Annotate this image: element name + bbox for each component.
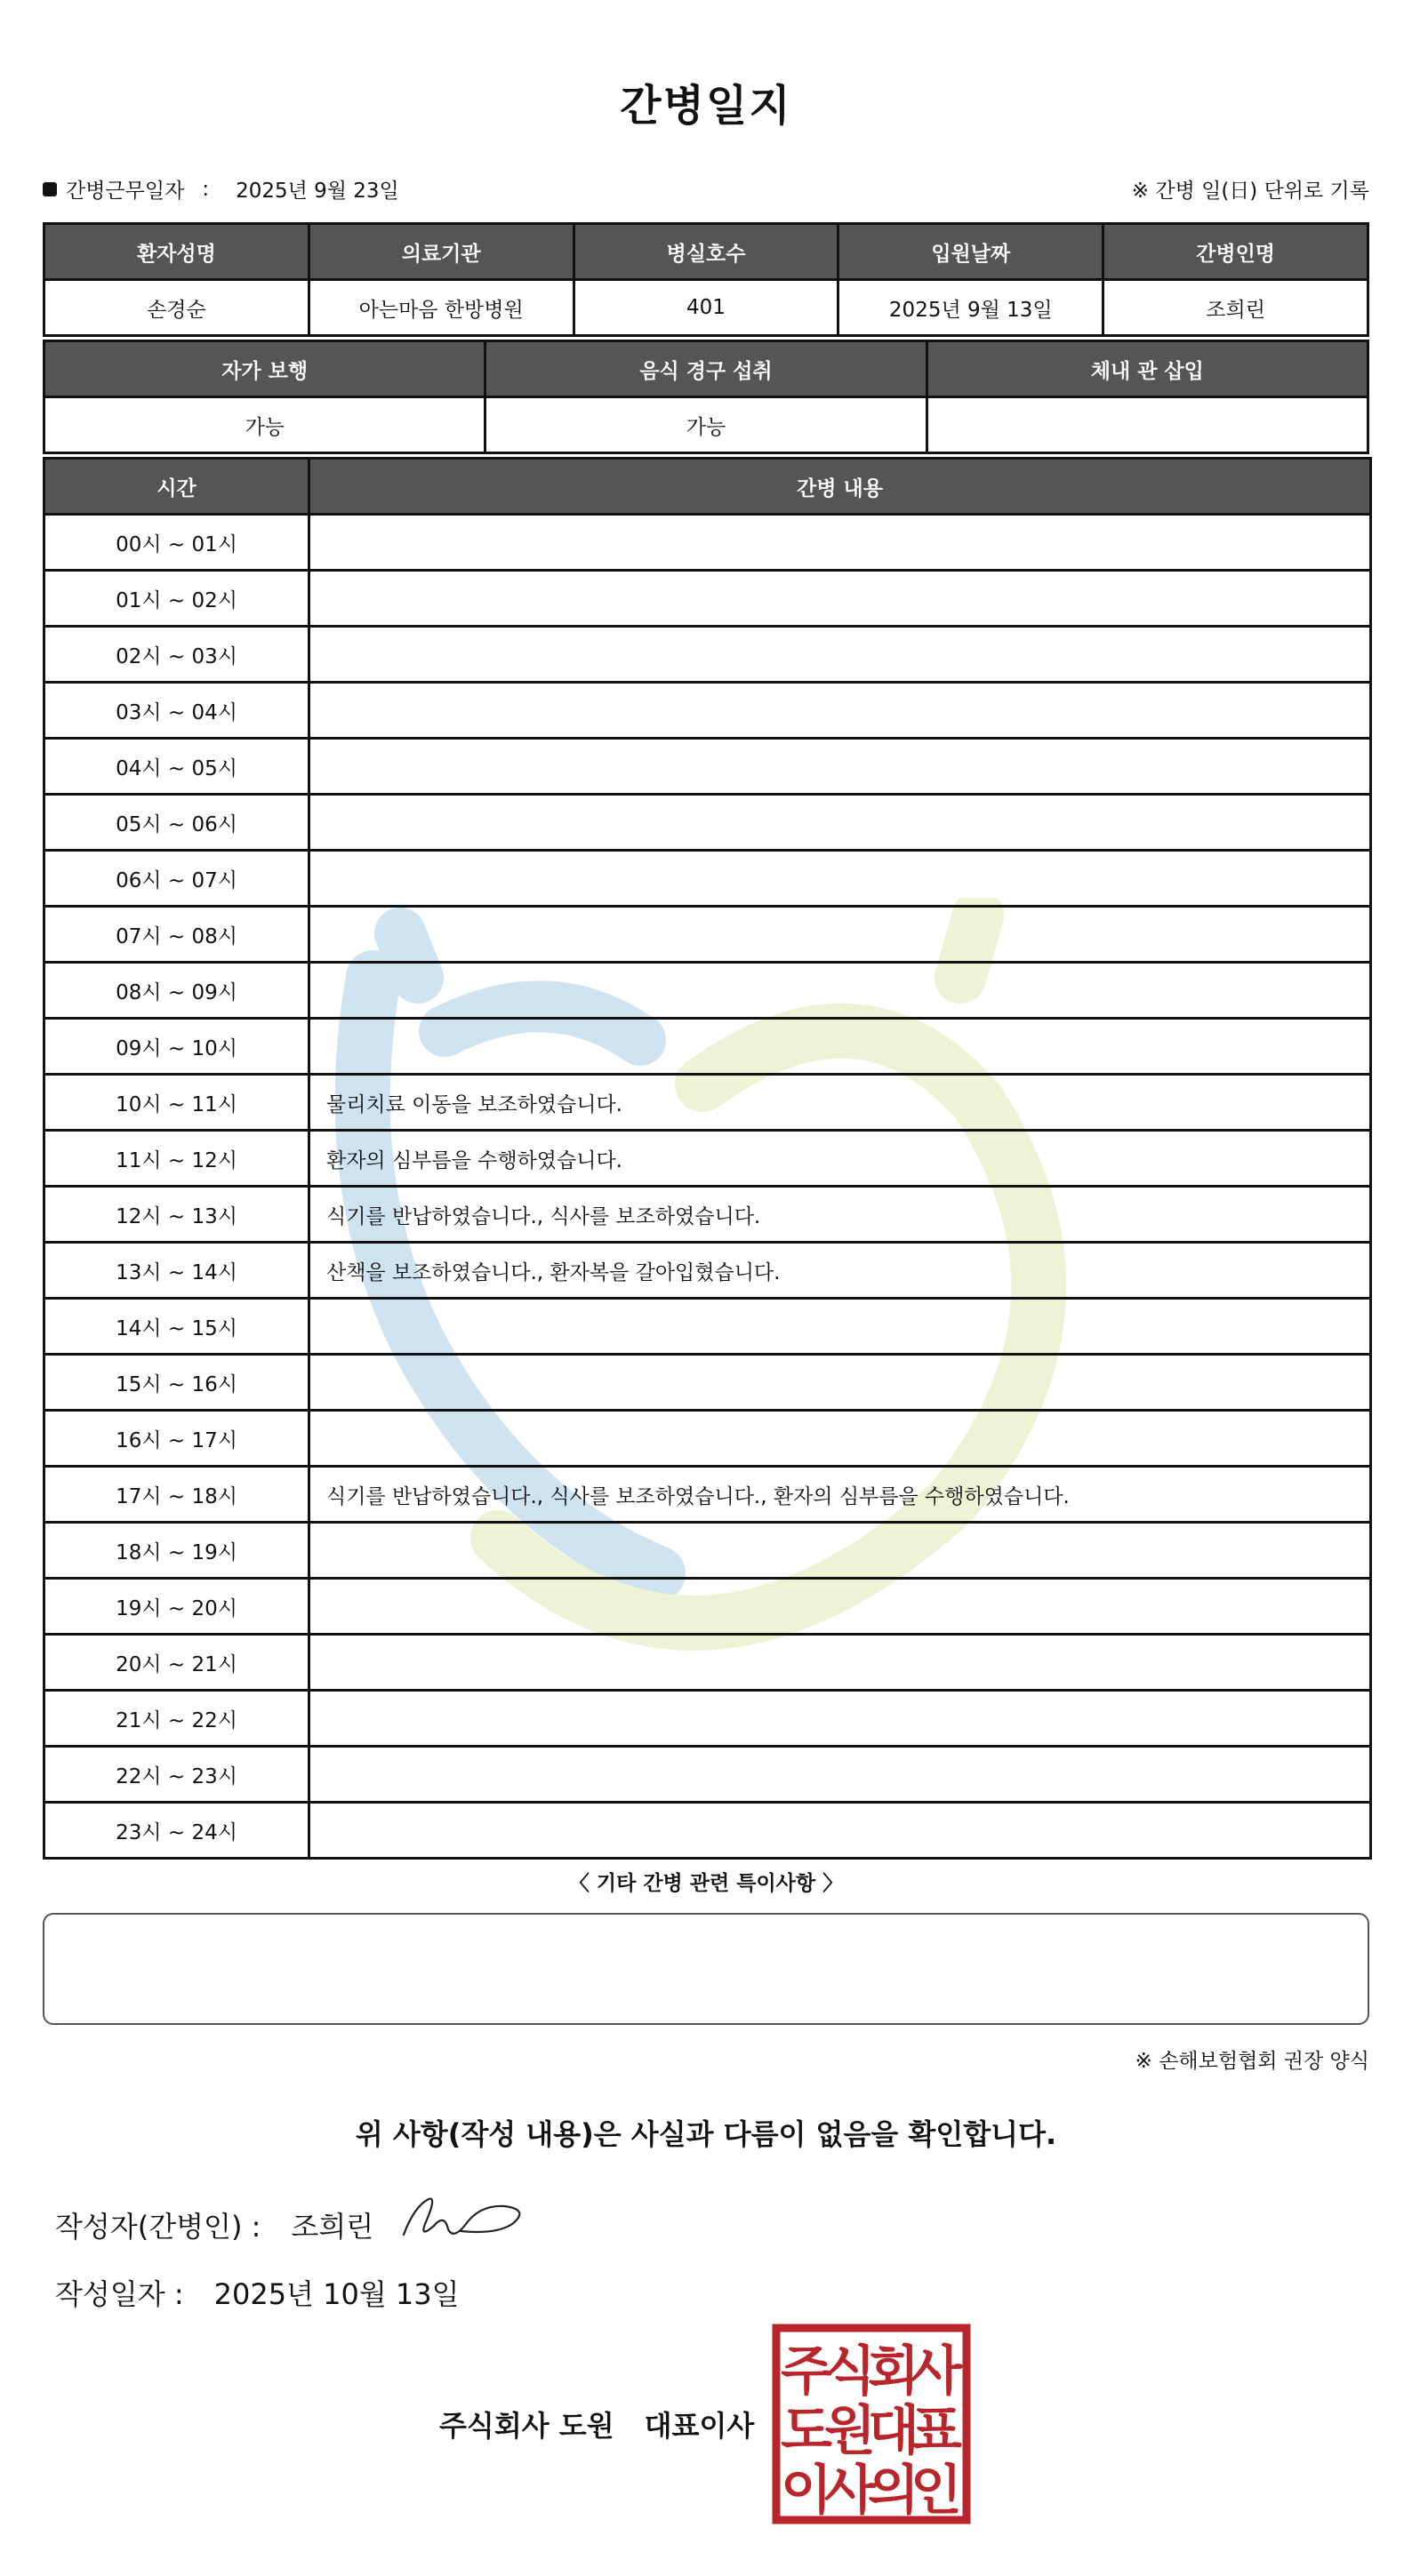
work-date-value: 2025년 9월 23일	[236, 180, 399, 203]
content-cell	[309, 627, 1371, 683]
time-cell: 21시 ~ 22시	[44, 1691, 309, 1747]
content-cell	[309, 851, 1371, 907]
time-cell: 02시 ~ 03시	[44, 627, 309, 683]
table-row	[44, 1579, 1371, 1635]
content-cell: 식기를 반납하였습니다., 식사를 보조하였습니다., 환자의 심부름을 수행하였습니다.	[309, 1467, 1371, 1523]
table-row	[44, 1131, 1371, 1187]
table-row	[44, 963, 1371, 1019]
table-row	[44, 907, 1371, 963]
content-cell	[309, 1747, 1371, 1803]
time-cell: 16시 ~ 17시	[44, 1411, 309, 1467]
svg-text:원: 원	[824, 2400, 876, 2462]
table-row	[44, 1075, 1371, 1131]
company-signature-row	[439, 2404, 754, 2444]
table-row	[44, 1411, 1371, 1467]
table-row	[44, 739, 1371, 795]
square-bullet-icon	[43, 182, 57, 196]
time-cell: 23시 ~ 24시	[44, 1803, 309, 1859]
time-cell: 22시 ~ 23시	[44, 1747, 309, 1803]
content-cell: 식기를 반납하였습니다., 식사를 보조하였습니다.	[309, 1187, 1371, 1243]
time-cell: 03시 ~ 04시	[44, 683, 309, 739]
table-row	[44, 795, 1371, 851]
time-cell: 07시 ~ 08시	[44, 907, 309, 963]
self-walking-value: 가능	[44, 397, 485, 453]
remarks-title: 〈 기타 간병 관련 특이사항 〉	[568, 1872, 844, 1895]
svg-text:사: 사	[911, 2340, 962, 2403]
time-cell: 10시 ~ 11시	[44, 1075, 309, 1131]
admission-date-header: 입원날짜	[838, 224, 1103, 280]
content-cell	[309, 1523, 1371, 1579]
table-row	[44, 1467, 1371, 1523]
time-cell: 09시 ~ 10시	[44, 1019, 309, 1075]
tube-insertion-value	[927, 397, 1368, 453]
page-title: 간병일지	[620, 81, 792, 131]
svg-text:사: 사	[824, 2460, 876, 2522]
written-date-label: 작성일자 :	[55, 2277, 184, 2311]
svg-text:주: 주	[781, 2340, 832, 2403]
content-cell	[309, 907, 1371, 963]
care-content-header: 간병 내용	[309, 459, 1371, 515]
time-cell: 12시 ~ 13시	[44, 1187, 309, 1243]
table-row	[44, 571, 1371, 627]
table-row	[44, 1299, 1371, 1355]
svg-text:이: 이	[781, 2460, 832, 2522]
content-cell	[309, 1635, 1371, 1691]
content-cell	[309, 1803, 1371, 1859]
time-header: 시간	[44, 459, 309, 515]
content-cell	[309, 963, 1371, 1019]
table-row	[44, 683, 1371, 739]
remarks-box	[43, 1913, 1369, 2025]
time-cell: 04시 ~ 05시	[44, 739, 309, 795]
ability-value-row	[44, 397, 1368, 453]
written-date-value: 2025년 10월 13일	[213, 2277, 460, 2311]
time-cell: 13시 ~ 14시	[44, 1243, 309, 1299]
room-number-header: 병실호수	[574, 224, 838, 280]
company-seal	[772, 2324, 971, 2524]
written-date-row	[55, 2272, 460, 2313]
self-walking-header: 자가 보행	[44, 341, 485, 397]
patient-info-table	[43, 222, 1369, 337]
table-row	[44, 1803, 1371, 1859]
svg-text:인: 인	[911, 2460, 962, 2522]
time-cell: 15시 ~ 16시	[44, 1355, 309, 1411]
table-row	[44, 1243, 1371, 1299]
table-row	[44, 851, 1371, 907]
signature	[398, 2188, 532, 2242]
room-number-value: 401	[574, 280, 838, 336]
table-row	[44, 627, 1371, 683]
hospital-value: 아는마음 한방병원	[309, 280, 574, 336]
patient-ability-table	[43, 340, 1369, 454]
ability-header-row	[44, 341, 1368, 397]
svg-text:식: 식	[824, 2340, 876, 2403]
content-cell: 물리치료 이동을 보조하였습니다.	[309, 1075, 1371, 1131]
table-row	[44, 1635, 1371, 1691]
table-row	[44, 1747, 1371, 1803]
time-cell: 06시 ~ 07시	[44, 851, 309, 907]
daily-record-note: ※ 간병 일(日) 단위로 기록	[1131, 180, 1369, 203]
time-cell: 19시 ~ 20시	[44, 1579, 309, 1635]
care-log-header-row	[44, 459, 1371, 515]
table-row	[44, 1691, 1371, 1747]
svg-text:표: 표	[911, 2400, 962, 2462]
content-cell	[309, 1691, 1371, 1747]
caregiver-name-header: 간병인명	[1103, 224, 1368, 280]
work-date	[43, 174, 399, 204]
time-cell: 18시 ~ 19시	[44, 1523, 309, 1579]
table-row	[44, 515, 1371, 571]
content-cell	[309, 515, 1371, 571]
writer-row	[55, 2204, 373, 2245]
svg-text:의: 의	[868, 2460, 919, 2522]
content-cell	[309, 1411, 1371, 1467]
time-cell: 05시 ~ 06시	[44, 795, 309, 851]
care-log-table	[43, 457, 1372, 1860]
caregiver-name-value: 조희린	[1103, 280, 1368, 336]
oral-intake-header: 음식 경구 섭취	[485, 341, 927, 397]
patient-info-header-row	[44, 224, 1368, 280]
work-date-separator: :	[202, 177, 210, 201]
content-cell	[309, 795, 1371, 851]
content-cell	[309, 683, 1371, 739]
time-cell: 08시 ~ 09시	[44, 963, 309, 1019]
svg-text:대: 대	[868, 2400, 919, 2462]
table-row	[44, 1019, 1371, 1075]
time-cell: 01시 ~ 02시	[44, 571, 309, 627]
content-cell	[309, 1299, 1371, 1355]
svg-text:회: 회	[868, 2340, 919, 2403]
content-cell	[309, 571, 1371, 627]
content-cell: 산책을 보조하였습니다., 환자복을 갈아입혔습니다.	[309, 1243, 1371, 1299]
work-date-row	[43, 174, 1369, 210]
company-name: 주식회사 도원	[439, 2409, 614, 2443]
patient-name-header: 환자성명	[44, 224, 309, 280]
work-date-label: 간병근무일자	[66, 180, 185, 203]
content-cell: 환자의 심부름을 수행하였습니다.	[309, 1131, 1371, 1187]
content-cell	[309, 1019, 1371, 1075]
content-cell	[309, 1579, 1371, 1635]
hospital-header: 의료기관	[309, 224, 574, 280]
tube-insertion-header: 체내 관 삽입	[927, 341, 1368, 397]
ceo-title: 대표이사	[644, 2409, 755, 2443]
admission-date-value: 2025년 9월 13일	[838, 280, 1103, 336]
writer-name: 조희린	[291, 2210, 374, 2244]
confirmation-statement: 위 사항(작성 내용)은 사실과 다름이 없음을 확인합니다.	[355, 2117, 1057, 2151]
svg-text:도: 도	[781, 2400, 832, 2462]
time-cell: 20시 ~ 21시	[44, 1635, 309, 1691]
patient-name-value: 손경순	[44, 280, 309, 336]
form-source-note: ※ 손해보험협회 권장 양식	[1135, 2050, 1369, 2073]
table-row	[44, 1187, 1371, 1243]
table-row	[44, 1523, 1371, 1579]
time-cell: 11시 ~ 12시	[44, 1131, 309, 1187]
time-cell: 00시 ~ 01시	[44, 515, 309, 571]
content-cell	[309, 1355, 1371, 1411]
writer-label: 작성자(간병인) :	[55, 2210, 261, 2244]
table-row	[44, 1355, 1371, 1411]
time-cell: 14시 ~ 15시	[44, 1299, 309, 1355]
time-cell: 17시 ~ 18시	[44, 1467, 309, 1523]
oral-intake-value: 가능	[485, 397, 927, 453]
patient-info-value-row	[44, 280, 1368, 336]
content-cell	[309, 739, 1371, 795]
